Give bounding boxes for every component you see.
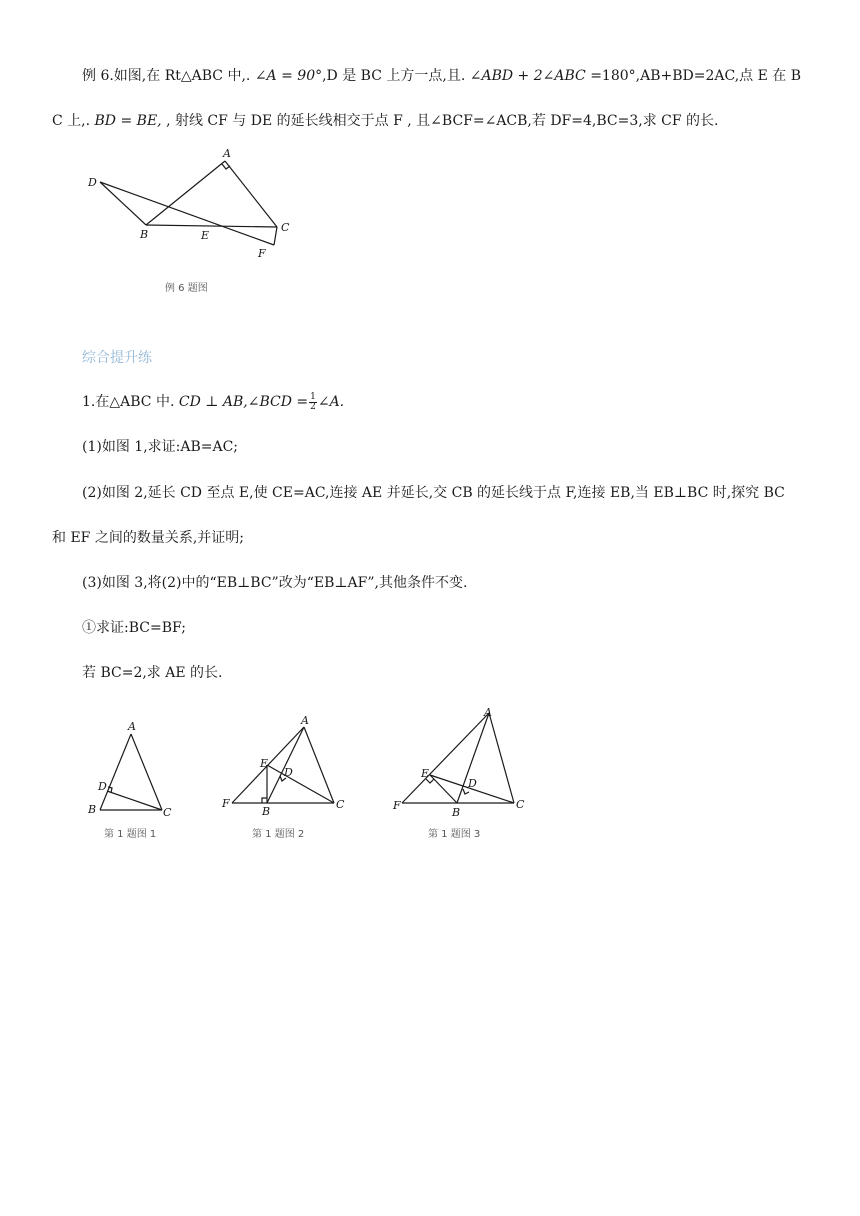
problem1-figure2	[222, 715, 352, 825]
problem1-figure2-caption: 第 1 题图 2	[252, 829, 305, 840]
label-b: B	[140, 228, 149, 241]
problem1-figure3	[390, 703, 530, 823]
example6-line1-text-a: 例 6.如图,在 Rt△ABC 中,.	[82, 68, 255, 84]
segment-ac	[304, 727, 334, 803]
label-c: C	[281, 221, 290, 234]
problem1-figure3-caption: 第 1 题图 3	[428, 829, 481, 840]
label-a: A	[484, 706, 492, 719]
problem1-figure1-caption: 第 1 题图 1	[104, 829, 157, 840]
label-d: D	[98, 780, 107, 793]
example6-line1-text-b: ,D 是 BC 上方一点,且.	[322, 68, 470, 84]
problem1-stem-text: 1.在△ABC 中.	[82, 394, 179, 410]
segment-ac	[225, 161, 277, 227]
label-a: A	[223, 147, 231, 160]
example6-line1-text-c: =180°,AB+BD=2AC,点 E 在 B	[585, 68, 802, 84]
problem1-part3-2: 若 BC=2,求 AE 的长.	[82, 665, 223, 681]
problem1-part3-1: ①求证:BC=BF;	[82, 620, 186, 636]
problem1-stem	[82, 392, 344, 412]
label-d: D	[284, 766, 293, 779]
label-d: D	[468, 777, 477, 790]
segment-ac	[131, 734, 162, 810]
example6-figure	[80, 142, 300, 267]
segment-bc	[146, 225, 277, 227]
right-angle-mark-b	[262, 798, 267, 803]
label-a: A	[301, 715, 309, 727]
label-d: D	[88, 176, 97, 189]
label-b: B	[262, 805, 271, 818]
label-e: E	[421, 767, 430, 780]
label-c: C	[163, 806, 172, 819]
segment-ec	[267, 765, 334, 803]
segment-cd	[107, 791, 162, 810]
segment-ab	[100, 734, 131, 810]
label-c: C	[336, 798, 345, 811]
example6-line1-math2: ∠ABD + 2∠ABC	[469, 68, 586, 84]
example6-line2	[52, 111, 719, 131]
example6-line1-math1: ∠A = 90°	[254, 68, 323, 84]
label-b: B	[88, 803, 97, 816]
example6-line1	[82, 66, 801, 86]
segment-ac	[489, 713, 514, 803]
problem1-part2-line1: (2)如图 2,延长 CD 至点 E,使 CE=AC,连接 AE 并延长,交 CB 的延长线于点 F,连接 EB,当 EB⊥BC 时,探究 BC	[82, 485, 785, 501]
problem1-part3: (3)如图 3,将(2)中的“EB⊥BC”改为“EB⊥AF”,其他条件不变.	[82, 575, 468, 591]
fraction-denominator: 2	[310, 401, 316, 412]
label-f: F	[258, 247, 266, 260]
example6-line2-text-b: , 射线 CF 与 DE 的延长线相交于点 F , 且∠BCF=∠ACB,若 DF=4,BC=3,求 CF 的长.	[161, 113, 719, 129]
example6-line2-math: BD = BE,	[94, 113, 162, 129]
section-title: 综合提升练	[82, 350, 152, 366]
example6-line2-text-a: C 上,.	[52, 113, 95, 129]
problem1-stem-math2: ∠A.	[317, 394, 345, 410]
problem1-stem-math: CD ⊥ AB,∠BCD =	[178, 394, 309, 410]
problem1-part2-line2: 和 EF 之间的数量关系,并证明;	[52, 530, 245, 546]
segment-ab	[267, 727, 304, 803]
segment-cf	[274, 227, 277, 245]
fraction	[309, 393, 317, 412]
problem1-figure1	[85, 718, 180, 823]
problem1-part1: (1)如图 1,求证:AB=AC;	[82, 439, 239, 455]
label-b: B	[452, 806, 461, 819]
label-f: F	[222, 797, 230, 810]
label-c: C	[516, 798, 525, 811]
example6-figure-caption: 例 6 题图	[165, 283, 208, 294]
label-e: E	[260, 757, 269, 770]
right-angle-mark	[222, 164, 230, 169]
segment-ba	[146, 161, 225, 225]
segment-db	[100, 182, 146, 225]
label-a: A	[128, 720, 136, 733]
label-e: E	[201, 229, 210, 242]
fraction-numerator: 1	[310, 391, 316, 402]
label-f: F	[393, 799, 401, 812]
